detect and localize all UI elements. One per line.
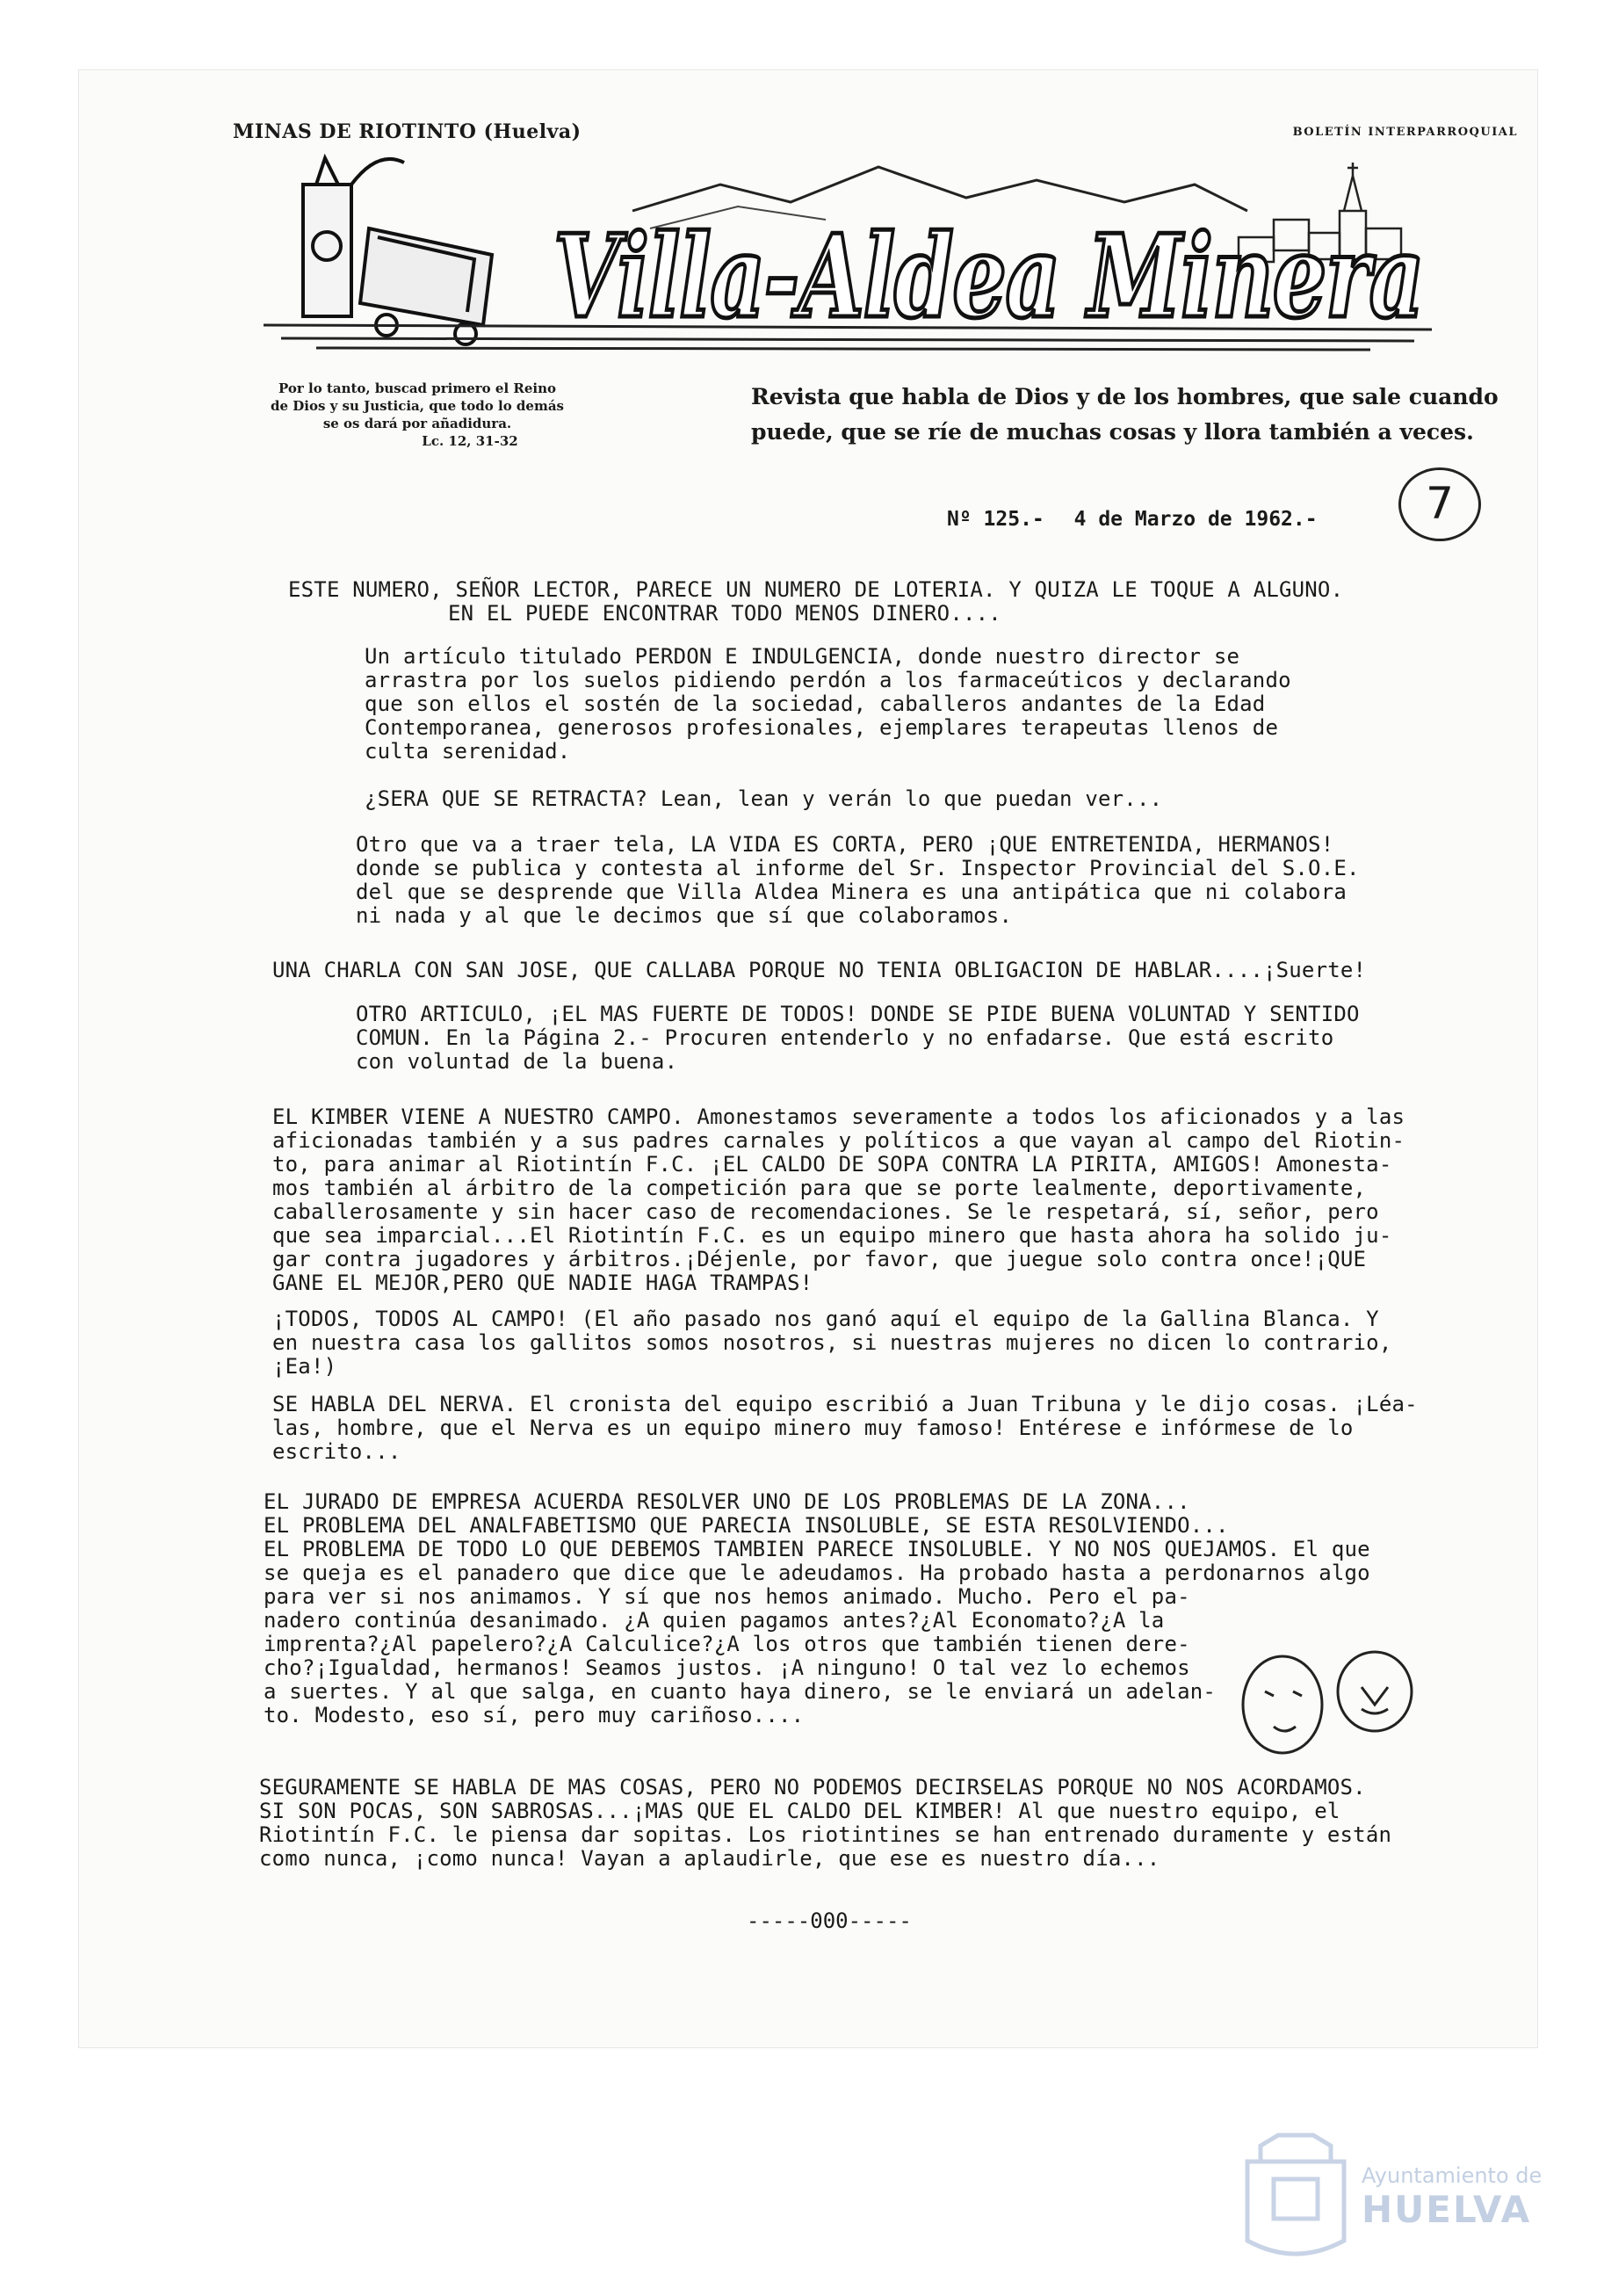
text-line: nadero continúa desanimado. ¿A quien pagamos antes?¿Al Economato?¿A la [264,1608,1165,1633]
tagline-line-1: Revista que habla de Dios y de los hombres, que sale cuando [751,384,1499,409]
text-line: ni nada y al que le decimos que sí que colaboramos. [356,903,1013,928]
text-line: COMUN. En la Página 2.- Procuren entenderlo y no enfadarse. Que está escrito [356,1025,1334,1050]
text-line: Un artículo titulado PERDON E INDULGENCIA, donde nuestro director se [365,644,1240,669]
text-line: donde se publica y contesta al informe del Sr. Inspector Provincial del S.O.E. [356,856,1360,880]
text-line: del que se desprende que Villa Aldea Minera es una antipática que ni colabora [356,880,1347,904]
text-line: Riotintín F.C. le piensa dar sopitas. Los riotintines se han entrenado duramente y están [259,1822,1392,1847]
text-line: para ver si nos animamos. Y sí que nos hemos animado. Mucho. Pero el pa- [264,1584,1190,1609]
logo-text [1362,2163,1542,2231]
text-line: UNA CHARLA CON SAN JOSE, QUE CALLABA PORQUE NO TENIA OBLIGACION DE HABLAR....¡Suerte! [272,958,1367,982]
issue-number: Nº 125.- [947,508,1044,531]
text-line: caballerosamente y sin hacer caso de recomendaciones. Se le respetará, sí, señor, pero [272,1199,1379,1224]
text-line: que son ellos el sostén de la sociedad, caballeros andantes de la Edad [365,692,1266,716]
text-line: EL PROBLEMA DEL ANALFABETISMO QUE PARECIA INSOLUBLE, SE ESTA RESOLVIENDO... [264,1513,1229,1538]
text-line: imprenta?¿Al papelero?¿A Calculice?¿A los otros que también tienen dere- [264,1632,1190,1656]
tagline [751,380,1524,450]
section-separator: -----000----- [747,1909,912,1933]
text-line: EN EL PUEDE ENCONTRAR TODO MENOS DINERO.... [448,601,1001,626]
text-line: con voluntad de la buena. [356,1049,678,1074]
text-line: GANE EL MEJOR,PERO QUE NADIE HAGA TRAMPAS! [272,1271,813,1295]
handwritten-circled-number: 7 [1398,467,1481,541]
text-line: en nuestra casa los gallitos somos nosotros, si nuestras mujeres no dicen lo contrario, [272,1330,1392,1355]
text-line: EL KIMBER VIENE A NUESTRO CAMPO. Amonestamos severamente a todos los aficionados y a las [272,1105,1405,1129]
text-line: escrito... [272,1439,401,1464]
masthead-title: Villa-Aldea Minera [553,209,1423,344]
text-line: que sea imparcial...El Riotintín F.C. es un equipo minero que hasta ahora ha solido ju- [272,1223,1392,1248]
text-line: SI SON POCAS, SON SABROSAS...¡MAS QUE EL CALDO DEL KIMBER! Al que nuestro equipo, el [259,1799,1340,1823]
text-line: EL PROBLEMA DE TODO LO QUE DEBEMOS TAMBIEN PARECE INSOLUBLE. Y NO NOS QUEJAMOS. El que [264,1537,1370,1561]
text-line: Contemporanea, generosos profesionales, ejemplares terapeutas llenos de [365,715,1279,740]
quote-line-3: se os dará por añadidura. [322,416,512,431]
publication-location: MINAS DE RIOTINTO (Huelva) [233,120,582,143]
text-line: las, hombre, que el Nerva es un equipo minero muy famoso! Entérese e infórmese de lo [272,1416,1354,1440]
masthead-banner [264,149,1432,351]
tagline-line-2: puede, que se ríe de muchas cosas y llora también a veces. [751,419,1474,445]
text-line: aficionadas también y a sus padres carnales y políticos a que vayan al campo del Riotin- [272,1128,1405,1153]
text-line: SE HABLA DEL NERVA. El cronista del equipo escribió a Juan Tribuna y le dijo cosas. ¡Léa- [272,1392,1418,1416]
issue-date: 4 de Marzo de 1962.- [1073,508,1318,531]
text-line: EL JURADO DE EMPRESA ACUERDA RESOLVER UNO DE LOS PROBLEMAS DE LA ZONA... [264,1489,1190,1514]
text-line: gar contra jugadores y árbitros.¡Déjenle, por favor, que juegue solo contra once!¡QUE [272,1247,1367,1271]
text-line: como nunca, ¡como nunca! Vayan a aplaudirle, que ese es nuestro día... [259,1846,1160,1871]
mining-tools-illustration [303,158,492,344]
text-line: to. Modesto, eso sí, pero muy cariñoso.... [264,1703,805,1727]
text-line: SEGURAMENTE SE HABLA DE MAS COSAS, PERO NO PODEMOS DECIRSELAS PORQUE NO NOS ACORDAMOS. [259,1775,1366,1800]
text-line: ESTE NUMERO, SEÑOR LECTOR, PARECE UN NUMERO DE LOTERIA. Y QUIZA LE TOQUE A ALGUNO. [288,577,1344,602]
sketch-faces-illustration [1230,1643,1423,1766]
text-line: mos también al árbitro de la competición para que se porte lealmente, deportivamente, [272,1176,1367,1200]
text-line: ¿SERA QUE SE RETRACTA? Lean, lean y verán lo que puedan ver... [365,786,1163,811]
issue-line [947,508,1318,531]
text-line: Otro que va a traer tela, LA VIDA ES CORTA, PERO ¡QUE ENTRETENIDA, HERMANOS! [356,832,1334,857]
text-line: OTRO ARTICULO, ¡EL MAS FUERTE DE TODOS! DONDE SE PIDE BUENA VOLUNTAD Y SENTIDO [356,1002,1360,1026]
quote-reference: Lc. 12, 31-32 [422,433,518,449]
text-line: a suertes. Y al que salga, en cuanto haya dinero, se le enviará un adelan- [264,1679,1217,1704]
logo-line-2: HUELVA [1362,2188,1532,2231]
scripture-quote [246,380,589,450]
text-line: cho?¡Igualdad, hermanos! Seamos justos. ¡A ninguno! O tal vez lo echemos [264,1655,1190,1680]
text-line: to, para animar al Riotintín F.C. ¡EL CALDO DE SOPA CONTRA LA PIRITA, AMIGOS! Amonesta- [272,1152,1392,1177]
quote-line-2: de Dios y su Justicia, que todo lo demás [270,398,564,414]
text-line: se queja es el panadero que dice que le adeudamos. Ha probado hasta a perdonarnos algo [264,1561,1370,1585]
logo-line-1: Ayuntamiento de [1362,2163,1543,2188]
text-line: ¡Ea!) [272,1354,337,1379]
text-line: arrastra por los suelos pidiendo perdón a los farmaceúticos y declarando [365,668,1291,692]
quote-line-1: Por lo tanto, buscad primero el Reino [278,380,556,396]
text-line: culta serenidad. [365,739,571,764]
bulletin-label: BOLETÍN INTERPARROQUIAL [1292,126,1518,139]
text-line: ¡TODOS, TODOS AL CAMPO! (El año pasado nos ganó aquí el equipo de la Gallina Blanca. Y [272,1307,1379,1331]
